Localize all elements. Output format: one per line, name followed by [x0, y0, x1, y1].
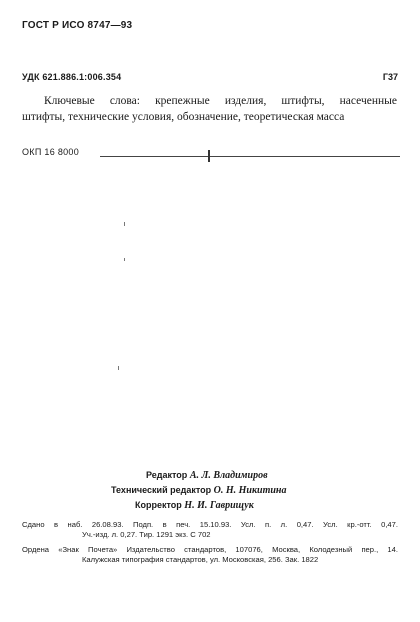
keywords-line-1: Ключевые слова: крепежные изделия, штифты, насеченные: [44, 95, 397, 107]
group-code: Г37: [382, 72, 398, 82]
separator-tick: [208, 150, 210, 162]
scan-speck: [118, 366, 119, 370]
tech-editor-name: О. Н. Никитина: [213, 485, 287, 496]
editor-name: А. Л. Владимиров: [189, 470, 268, 481]
proofreader-credit: [135, 500, 254, 511]
editor-credit: [146, 470, 268, 481]
scan-speck: [124, 222, 125, 226]
publisher-line-2: Калужская типография стандартов, ул. Московская, 256. Зак. 1822: [82, 555, 319, 564]
scan-speck: [124, 258, 125, 261]
publisher-line-1: Ордена «Знак Почета» Издательство стандартов, 107076, Москва, Колодезный пер., 14.: [22, 545, 398, 554]
publisher-info: [22, 545, 398, 565]
document-header: ГОСТ Р ИСО 8747—93: [22, 20, 133, 31]
print-info-line-1: Сдано в наб. 26.08.93. Подп. в печ. 15.10.93. Усл. п. л. 0,47. Усл. кр.-отт. 0,47.: [22, 520, 398, 529]
udk-code: УДК 621.886.1:006.354: [22, 72, 122, 82]
print-info-line-2: Уч.-изд. л. 0,27. Тир. 1291 экз. С 702: [82, 530, 211, 539]
keywords-paragraph: [22, 93, 397, 125]
separator-line: [100, 156, 400, 157]
keywords-line-2: штифты, технические условия, обозначение, теоретическая масса: [22, 111, 345, 123]
proofreader-name: Н. И. Гаврищук: [184, 500, 254, 511]
okp-code: ОКП 16 8000: [22, 147, 80, 157]
tech-editor-credit: [111, 485, 287, 496]
print-info: [22, 520, 398, 540]
tech-editor-label: Технический редактор: [111, 485, 212, 495]
editor-label: Редактор: [146, 470, 188, 480]
proofreader-label: Корректор: [135, 500, 182, 510]
